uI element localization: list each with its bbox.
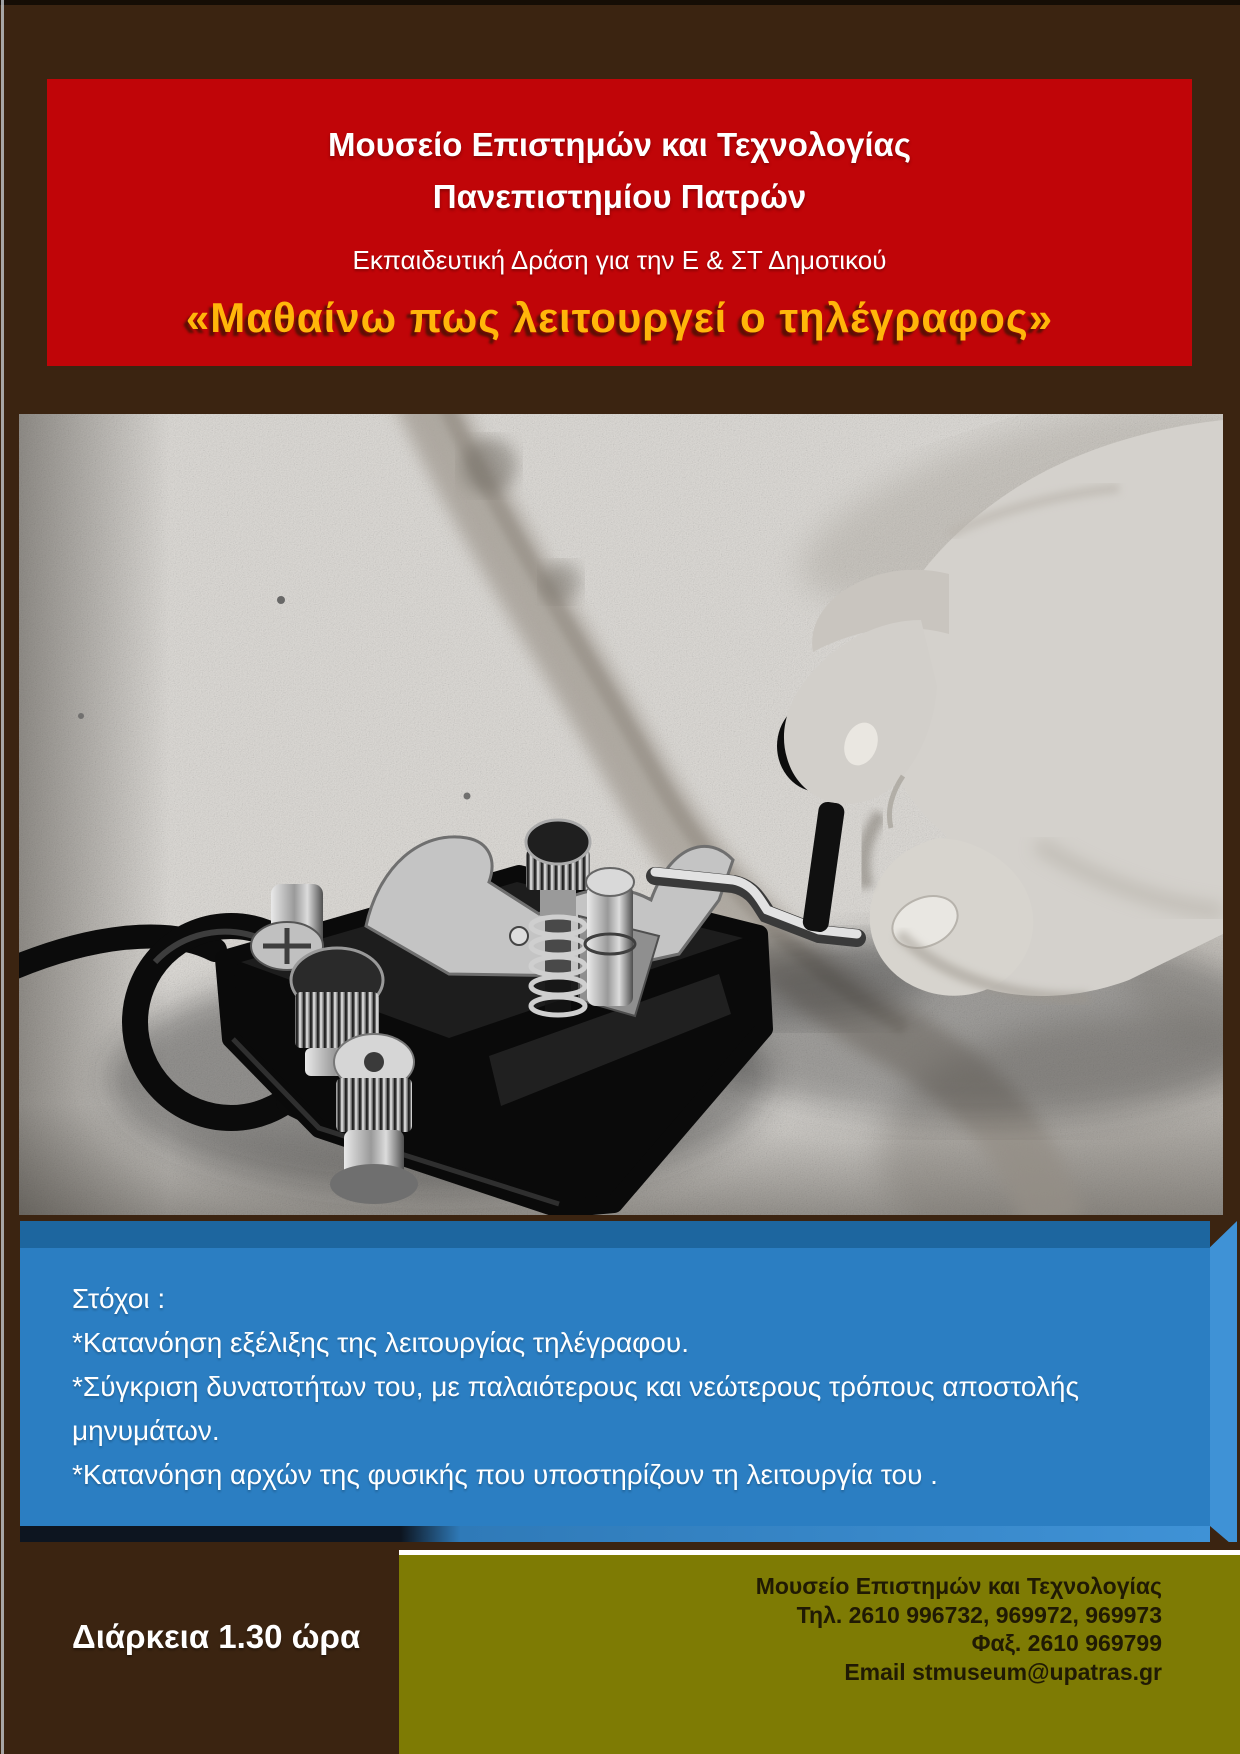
top-edge-line xyxy=(0,0,1240,5)
goal-item: *Σύγκριση δυνατοτήτων του, με παλαιότερους και νεώτερους τρόπους αποστολής μηνυμάτων. xyxy=(72,1371,1079,1446)
goals-panel-side-face xyxy=(1210,1221,1237,1549)
footer xyxy=(0,1542,1240,1754)
goals-panel-top-band xyxy=(20,1221,1210,1248)
contact-panel xyxy=(399,1555,1240,1754)
left-edge-line xyxy=(1,0,4,1754)
key-lowerleft-knob xyxy=(330,1034,418,1204)
goals-panel-bottom-band xyxy=(20,1526,1210,1542)
duration-label: Διάρκεια 1.30 ώρα xyxy=(72,1618,361,1655)
contact-email: Email stmuseum@upatras.gr xyxy=(844,1658,1162,1685)
telegraph-photo xyxy=(19,414,1223,1215)
header-subtitle: Εκπαιδευτική Δράση για την Ε & ΣΤ Δημοτικού xyxy=(352,245,887,275)
contact-name: Μουσείο Επιστημών και Τεχνολογίας xyxy=(755,1573,1162,1599)
contact-phone: Τηλ. 2610 996732, 969972, 969973 xyxy=(796,1601,1162,1628)
header-banner xyxy=(47,79,1192,366)
goals-panel xyxy=(20,1215,1237,1555)
telegraph-photo-svg xyxy=(19,414,1223,1215)
museum-title-line1: Μουσείο Επιστημών και Τεχνολογίας xyxy=(328,126,911,163)
event-title: «Μαθαίνω πως λειτουργεί ο τηλέγραφος» xyxy=(185,294,1054,341)
goal-item: *Κατανόηση αρχών της φυσικής που υποστηρίζουν τη λειτουργία του . xyxy=(72,1459,938,1490)
key-binding-post xyxy=(585,868,635,1006)
contact-fax: Φαξ. 2610 969799 xyxy=(971,1630,1162,1656)
goal-item: *Κατανόηση εξέλιξης της λειτουργίας τηλέγραφου. xyxy=(72,1327,689,1358)
museum-title-line2: Πανεπιστημίου Πατρών xyxy=(432,178,807,215)
goals-heading: Στόχοι : xyxy=(72,1283,166,1314)
